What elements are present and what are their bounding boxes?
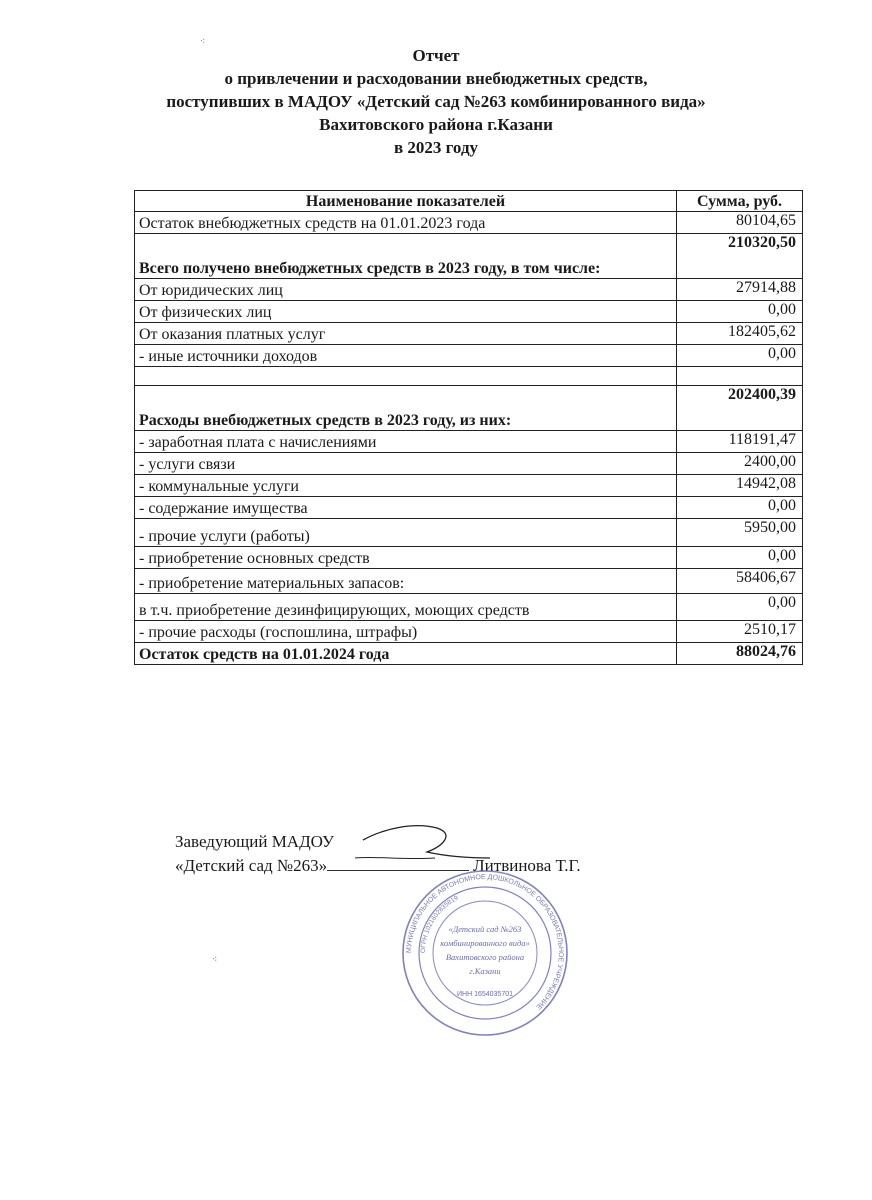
row-label: От юридических лиц [135, 279, 677, 301]
title-line-2: о привлечении и расходовании внебюджетных средств, [224, 69, 648, 88]
row-value: 0,00 [677, 345, 803, 367]
row-label: - услуги связи [135, 453, 677, 475]
table-row-empty [135, 367, 803, 386]
row-label: Остаток средств на 01.01.2024 года [135, 643, 677, 665]
table-row [135, 345, 803, 367]
row-label: - заработная плата с начислениями [135, 431, 677, 453]
stamp-inn: ИНН 1654035701 [456, 991, 514, 998]
row-label: - приобретение основных средств [135, 547, 677, 569]
table-row [135, 279, 803, 301]
organization-stamp [400, 868, 570, 1038]
row-label: Расходы внебюджетных средств в 2023 году, из них: [135, 386, 677, 431]
stamp-line-2: комбинированного вида» [440, 938, 530, 948]
row-value: 0,00 [677, 497, 803, 519]
table-row [135, 475, 803, 497]
table-row [135, 519, 803, 547]
report-table [134, 190, 803, 665]
table-row [135, 547, 803, 569]
row-value: 210320,50 [677, 234, 803, 279]
table-row [135, 621, 803, 643]
scan-speck: ⁖ [212, 954, 218, 964]
stamp-ogrn: ОГРН 1021602835819 [419, 894, 460, 954]
title-line-4: Вахитовского района г.Казани [319, 115, 553, 134]
row-label: - иные источники доходов [135, 345, 677, 367]
table-header-row [135, 191, 803, 212]
header-sum: Сумма, руб. [677, 191, 803, 212]
row-value: 0,00 [677, 547, 803, 569]
table-row [135, 301, 803, 323]
signature-position-2: «Детский сад №263» [175, 856, 328, 875]
title-line-5: в 2023 году [393, 138, 479, 157]
signature-position-1: Заведующий МАДОУ [175, 832, 335, 851]
header-name: Наименование показателей [135, 191, 677, 212]
row-value: 5950,00 [677, 519, 803, 547]
table-row-total-income [135, 234, 803, 279]
row-label: От оказания платных услуг [135, 323, 677, 345]
row-label: Остаток внебюджетных средств на 01.01.2023 года [135, 212, 677, 234]
report-title [0, 44, 872, 159]
table-row [135, 497, 803, 519]
row-label: - содержание имущества [135, 497, 677, 519]
table-row [135, 569, 803, 594]
row-value: 0,00 [677, 301, 803, 323]
row-value: 118191,47 [677, 431, 803, 453]
stamp-outer-text: МУНИЦИПАЛЬНОЕ АВТОНОМНОЕ ДОШКОЛЬНОЕ ОБРАЗОВАТЕЛЬНОЕ УЧРЕЖДЕНИЕ [405, 873, 565, 1011]
table-row-total-expenses [135, 386, 803, 431]
row-value: 0,00 [677, 594, 803, 621]
row-value: 2400,00 [677, 453, 803, 475]
stamp-line-1: «Детский сад №263 [448, 924, 522, 934]
row-value: 182405,62 [677, 323, 803, 345]
stamp-line-3: Вахитовского района [445, 952, 525, 962]
table-row [135, 453, 803, 475]
row-value: 202400,39 [677, 386, 803, 431]
table-row [135, 594, 803, 621]
row-label: - коммунальные услуги [135, 475, 677, 497]
scan-speck: ⁖ [200, 36, 206, 46]
handwritten-signature [345, 818, 495, 868]
row-value: 14942,08 [677, 475, 803, 497]
table-row [135, 431, 803, 453]
signer-name: Литвинова Т.Г. [473, 856, 581, 875]
row-value: 58406,67 [677, 569, 803, 594]
row-value: 27914,88 [677, 279, 803, 301]
stamp-line-4: г.Казани [469, 966, 501, 976]
title-line-1: Отчет [412, 46, 460, 65]
table-row [135, 212, 803, 234]
table-row-closing-balance [135, 643, 803, 665]
row-value: 2510,17 [677, 621, 803, 643]
row-label: - приобретение материальных запасов: [135, 569, 677, 594]
row-label: - прочие услуги (работы) [135, 519, 677, 547]
row-label: От физических лиц [135, 301, 677, 323]
title-line-3: поступивших в МАДОУ «Детский сад №263 комбинированного вида» [166, 92, 706, 111]
row-label: - прочие расходы (госпошлина, штрафы) [135, 621, 677, 643]
table-row [135, 323, 803, 345]
row-label: в т.ч. приобретение дезинфицирующих, моющих средств [135, 594, 677, 621]
row-value: 88024,76 [677, 643, 803, 665]
row-value: 80104,65 [677, 212, 803, 234]
row-label: Всего получено внебюджетных средств в 2023 году, в том числе: [135, 234, 677, 279]
